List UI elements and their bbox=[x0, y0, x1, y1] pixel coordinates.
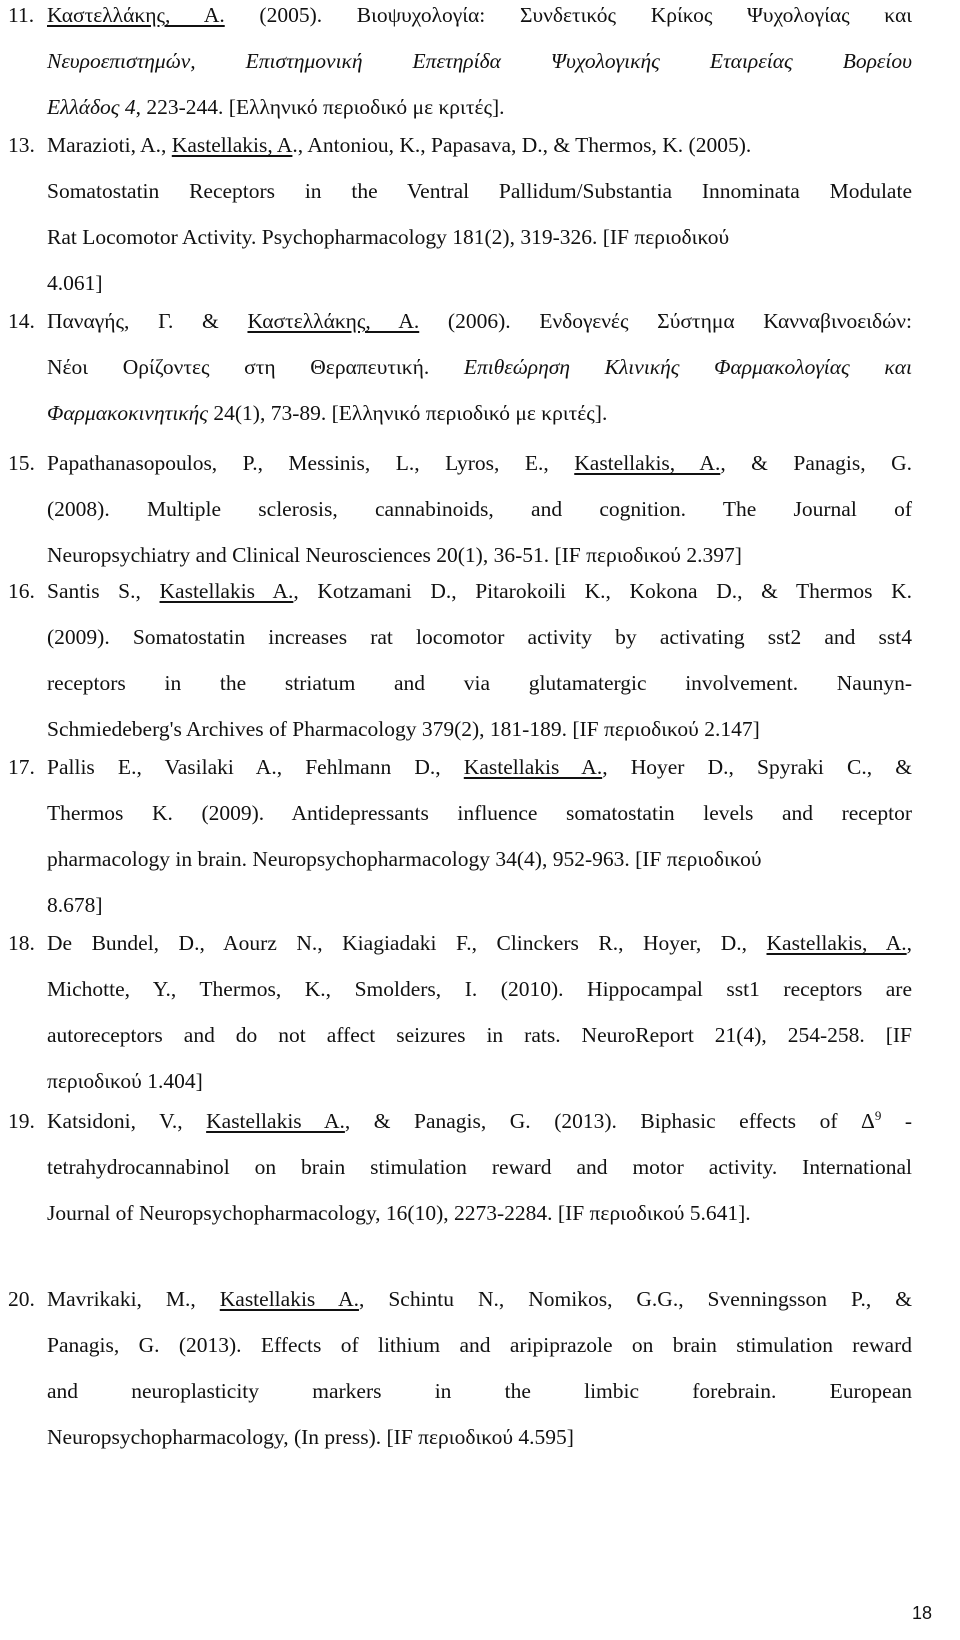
reference-text: Νέοι Ορίζοντες στη Θεραπευτική. bbox=[47, 355, 464, 379]
italic-text: Νευροεπιστημών, Επιστημονική Επετηρίδα Ψυχολογικής Εταιρείας Βορείου bbox=[47, 49, 912, 73]
reference-line bbox=[47, 920, 912, 966]
reference-text: Neuropsychiatry and Clinical Neurosciences 20(1), 36-51. [IF περιοδικού 2.397] bbox=[47, 543, 742, 567]
author-name-underlined: Kastellakis, A. bbox=[574, 451, 721, 475]
reference-line bbox=[47, 568, 912, 614]
reference-text: Schmiedeberg's Archives of Pharmacology 379(2), 181-189. [IF περιοδικού 2.147] bbox=[47, 717, 760, 741]
reference-text: (2005). Βιοψυχολογία: Συνδετικός Κρίκος Ψυχολογίας και bbox=[224, 3, 912, 27]
author-name-underlined: Kastellakis, A. bbox=[766, 931, 907, 955]
page-number: 18 bbox=[911, 1603, 932, 1623]
reference-text: Katsidoni, V., bbox=[47, 1109, 207, 1133]
reference-number: 13. bbox=[8, 133, 35, 157]
reference-number: 18. bbox=[8, 931, 35, 955]
reference-line bbox=[47, 298, 912, 344]
reference-line bbox=[47, 1276, 912, 1322]
reference-line bbox=[47, 214, 912, 260]
reference-text: , Kotzamani D., Pitarokoili K., Kokona D., & Thermos K. bbox=[293, 579, 912, 603]
author-name-underlined: Kastellakis A. bbox=[159, 579, 294, 603]
author-name-underlined: Kastellakis, A bbox=[171, 133, 293, 157]
reference-line bbox=[47, 614, 912, 660]
author-name-underlined: Kastellakis A. bbox=[219, 1287, 359, 1311]
reference-text: ., Antoniou, K., Papasava, D., & Thermos, K. (2005). bbox=[292, 133, 752, 157]
reference-number: 15. bbox=[8, 451, 35, 475]
reference-text: Rat Locomotor Activity. Psychopharmacology 181(2), 319-326. [IF περιοδικού bbox=[47, 225, 730, 249]
reference-text: pharmacology in brain. Neuropsychopharmacology 34(4), 952-963. [IF περιοδικού bbox=[47, 847, 762, 871]
author-name-underlined: Καστελλάκης, Α. bbox=[47, 3, 225, 27]
reference-text: 24(1), 73-89. [Ελληνικό περιοδικό με κριτές]. bbox=[208, 401, 608, 425]
reference-text: Michotte, Y., Thermos, K., Smolders, I. (2010). Hippocampal sst1 receptors are bbox=[47, 977, 912, 1001]
reference-text: , bbox=[906, 931, 913, 955]
italic-text: Φαρμακοκινητικής bbox=[47, 401, 208, 425]
reference-line bbox=[47, 744, 912, 790]
reference-text: Papathanasopoulos, P., Messinis, L., Lyros, E., bbox=[47, 451, 575, 475]
author-name-underlined: Καστελλάκης, Α. bbox=[247, 309, 420, 333]
superscript: 9 bbox=[874, 1107, 882, 1123]
reference-text: 8.678] bbox=[47, 893, 103, 917]
reference-line bbox=[47, 1368, 912, 1414]
reference-line bbox=[47, 1414, 912, 1460]
reference-line bbox=[47, 390, 912, 436]
reference-text: autoreceptors and do not affect seizures in rats. NeuroReport 21(4), 254-258. [IF bbox=[47, 1023, 912, 1047]
reference-text: Παναγής, Γ. & bbox=[47, 309, 248, 333]
reference-number: 16. bbox=[8, 579, 35, 603]
reference-number: 14. bbox=[8, 309, 35, 333]
reference-line bbox=[47, 660, 912, 706]
reference-text: Somatostatin Receptors in the Ventral Pallidum/Substantia Innominata Modulate bbox=[47, 179, 912, 203]
reference-line bbox=[47, 168, 912, 214]
reference-text: 4.061] bbox=[47, 271, 103, 295]
reference-text: receptors in the striatum and via glutamatergic involvement. Naunyn- bbox=[47, 671, 912, 695]
reference-line bbox=[47, 836, 912, 882]
italic-text: Επιθεώρηση Κλινικής Φαρμακολογίας και bbox=[463, 355, 912, 379]
reference-number: 17. bbox=[8, 755, 35, 779]
author-name-underlined: Kastellakis A. bbox=[206, 1109, 345, 1133]
reference-line bbox=[47, 1012, 912, 1058]
reference-line bbox=[47, 1098, 912, 1144]
reference-line bbox=[47, 0, 912, 38]
reference-text: (2006). Ενδογενές Σύστημα Κανναβινοειδών: bbox=[419, 309, 912, 333]
reference-text: Santis S., bbox=[47, 579, 160, 603]
reference-line bbox=[47, 344, 912, 390]
reference-text: - bbox=[881, 1109, 912, 1133]
reference-line bbox=[47, 966, 912, 1012]
reference-number: 20. bbox=[8, 1287, 35, 1311]
reference-number: 19. bbox=[8, 1109, 35, 1133]
reference-text: (2008). Multiple sclerosis, cannabinoids, and cognition. The Journal of bbox=[47, 497, 912, 521]
reference-text: Mavrikaki, M., bbox=[47, 1287, 220, 1311]
reference-line bbox=[47, 486, 912, 532]
reference-line bbox=[47, 1144, 912, 1190]
reference-text: Journal of Neuropsychopharmacology, 16(10), 2273-2284. [IF περιοδικού 5.641]. bbox=[47, 1201, 751, 1225]
reference-text: De Bundel, D., Aourz N., Kiagiadaki F., Clinckers R., Hoyer, D., bbox=[47, 931, 767, 955]
reference-text: Panagis, G. (2013). Effects of lithium and aripiprazole on brain stimulation reward bbox=[47, 1333, 912, 1357]
reference-text: Neuropsychopharmacology, (In press). [IF περιοδικού 4.595] bbox=[47, 1425, 574, 1449]
reference-line bbox=[47, 38, 912, 84]
reference-line bbox=[47, 1322, 912, 1368]
author-name-underlined: Kastellakis A. bbox=[463, 755, 603, 779]
reference-text: περιοδικού 1.404] bbox=[47, 1069, 203, 1093]
reference-text: , Schintu N., Nomikos, G.G., Svenningsson P., & bbox=[358, 1287, 912, 1311]
reference-text: Thermos K. (2009). Antidepressants influence somatostatin levels and receptor bbox=[47, 801, 912, 825]
reference-text: and neuroplasticity markers in the limbic forebrain. European bbox=[47, 1379, 912, 1403]
reference-text: , & Panagis, G. (2013). Biphasic effects of Δ bbox=[344, 1109, 875, 1133]
reference-text: (2009). Somatostatin increases rat locomotor activity by activating sst2 and sst4 bbox=[47, 625, 912, 649]
reference-text: , & Panagis, G. bbox=[720, 451, 912, 475]
reference-text: , 223-244. [Ελληνικό περιοδικό με κριτές]. bbox=[135, 95, 505, 119]
reference-text: Pallis E., Vasilaki A., Fehlmann D., bbox=[47, 755, 464, 779]
reference-line bbox=[47, 122, 912, 168]
reference-text: , Hoyer D., Spyraki C., & bbox=[602, 755, 913, 779]
reference-line bbox=[47, 790, 912, 836]
reference-line bbox=[47, 1190, 912, 1236]
italic-text: Ελλάδος 4 bbox=[47, 95, 136, 119]
reference-number: 11. bbox=[8, 3, 35, 27]
reference-line bbox=[47, 440, 912, 486]
reference-text: tetrahydrocannabinol on brain stimulation reward and motor activity. International bbox=[47, 1155, 912, 1179]
reference-text: Marazioti, A., bbox=[47, 133, 172, 157]
